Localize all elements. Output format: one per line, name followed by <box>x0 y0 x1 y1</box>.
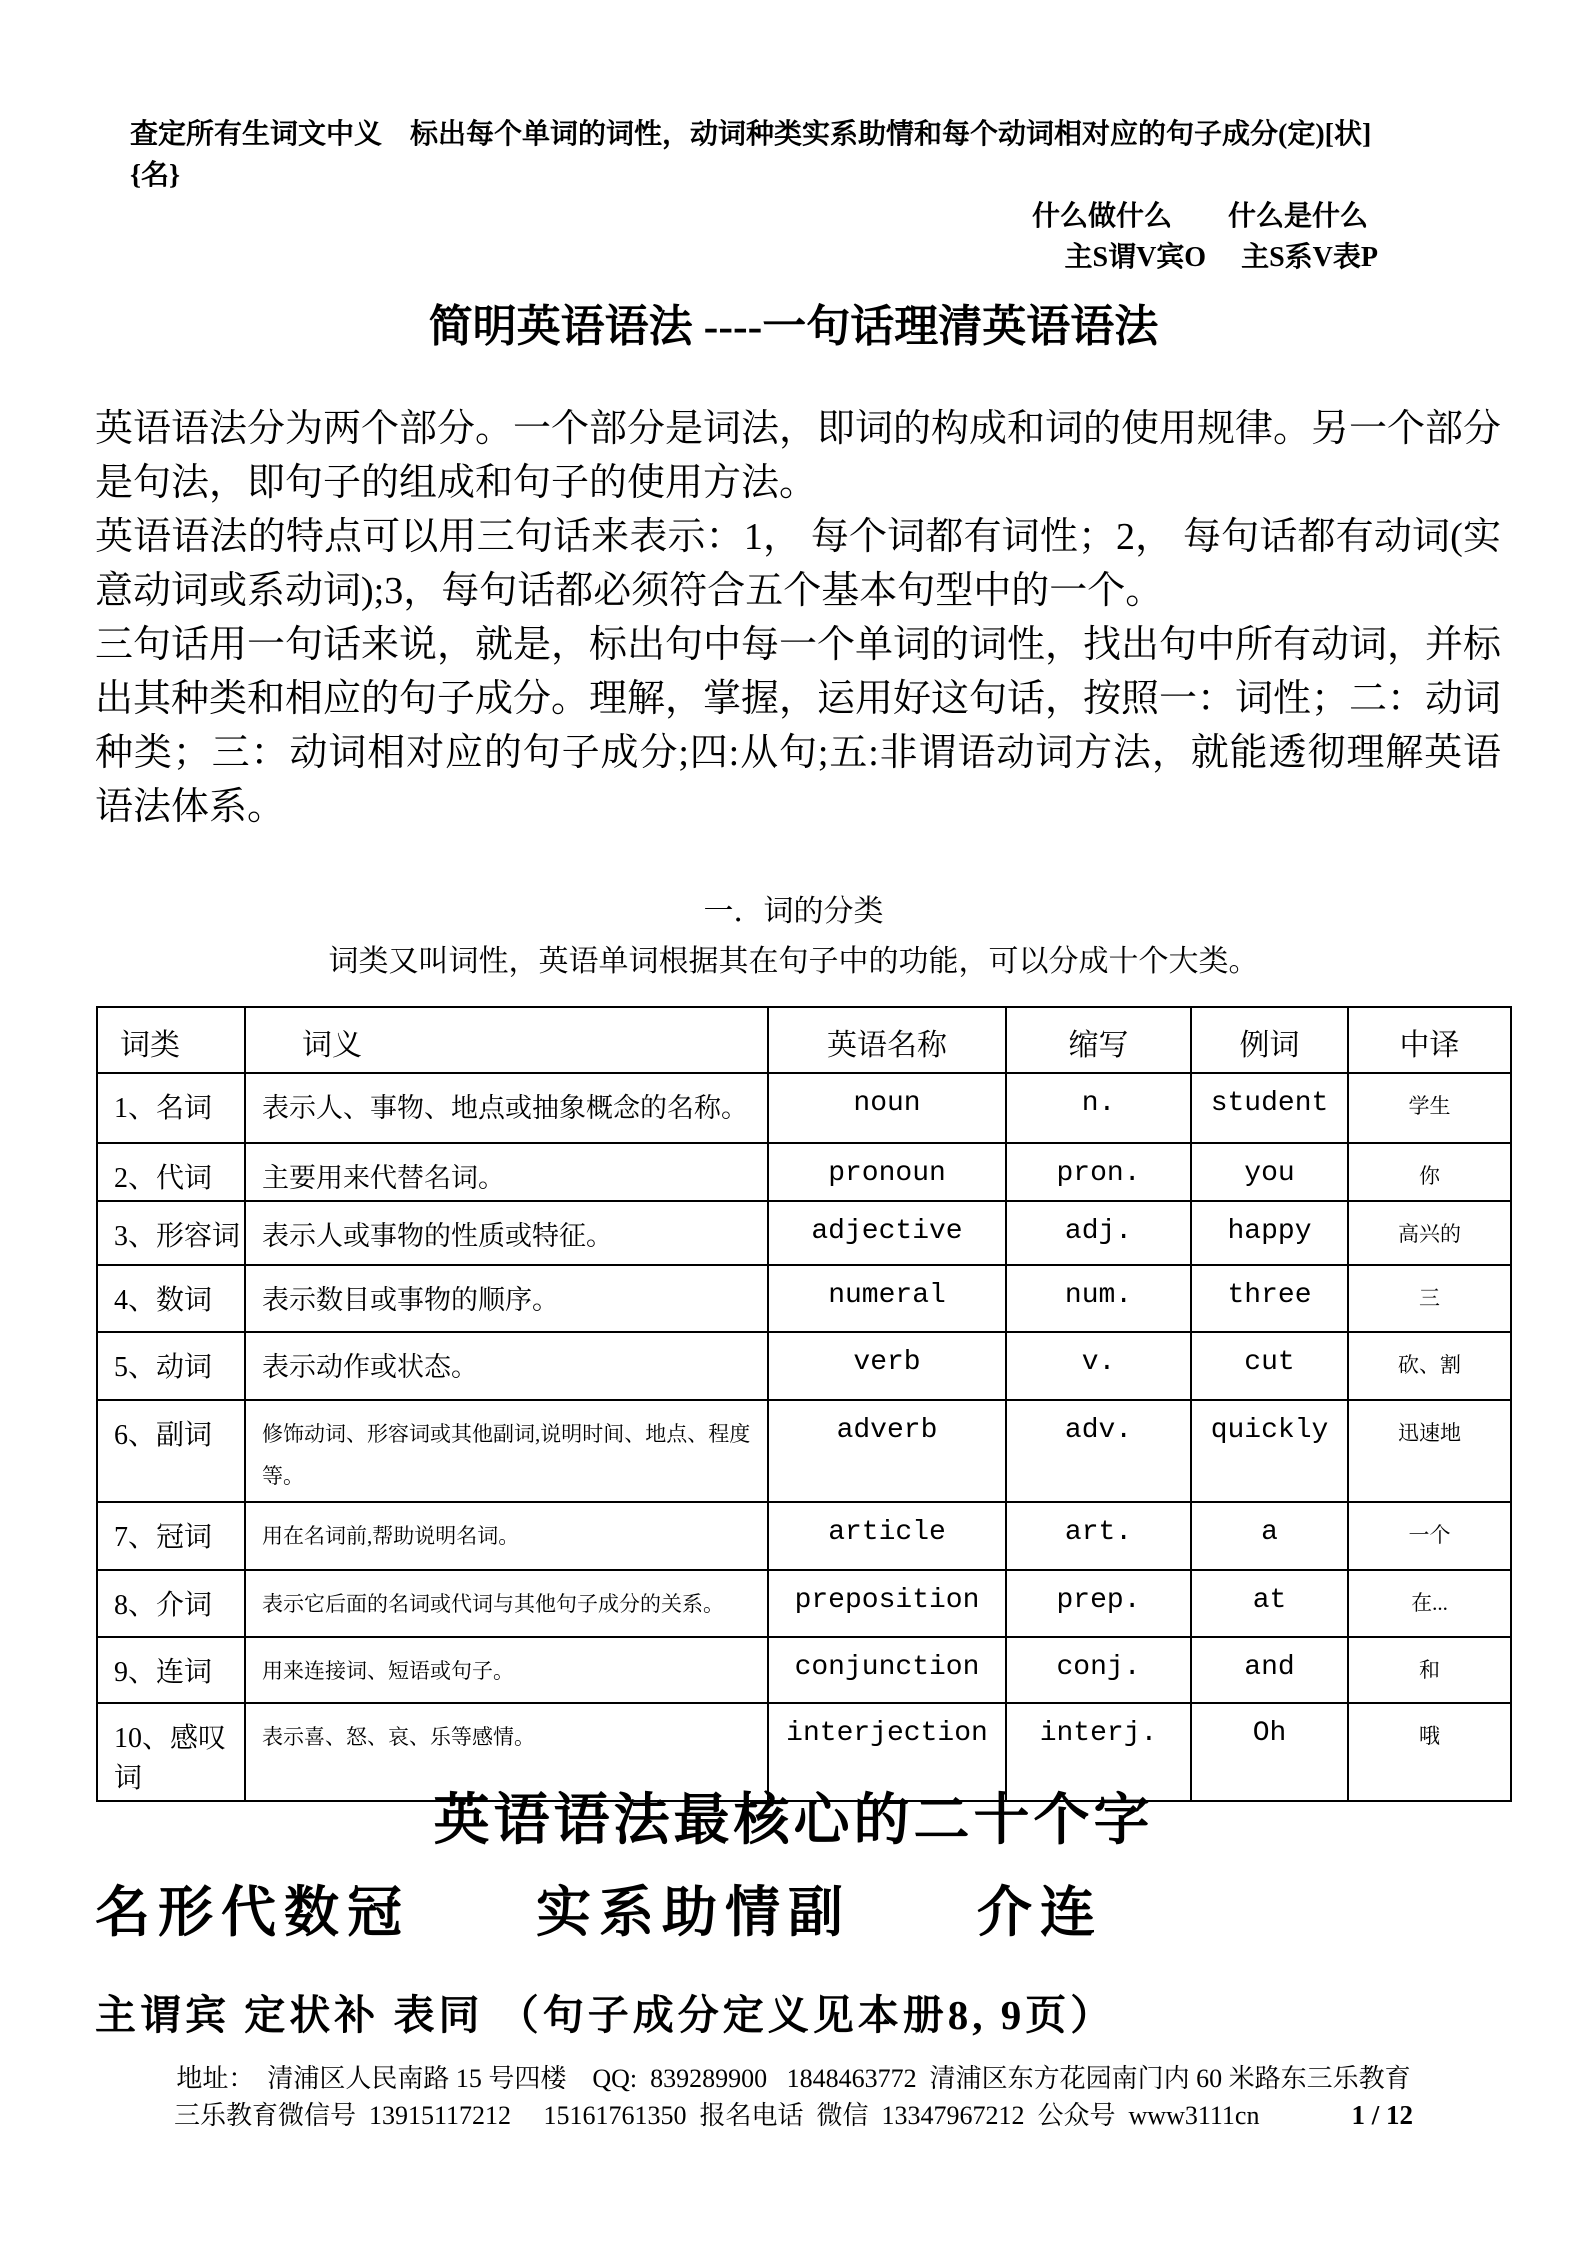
cell-abbr: art. <box>1006 1502 1191 1570</box>
cell-meaning: 表示动作或状态。 <box>245 1332 768 1400</box>
col-header-word-class: 词类 <box>97 1007 245 1073</box>
cell-class: 3、形容词 <box>97 1201 245 1265</box>
paragraph-1: 英语语法分为两个部分。一个部分是词法，即词的构成和词的使用规律。另一个部分是句法，即句子的组成和句子的使用方法。 <box>95 408 1502 504</box>
cell-translation: 迅速地 <box>1348 1400 1511 1502</box>
section-heading: 一．词的分类 <box>703 895 884 928</box>
cell-english: article <box>768 1502 1006 1570</box>
cell-translation: 高兴的 <box>1348 1201 1511 1265</box>
table-row <box>97 1073 1511 1143</box>
table-row <box>97 1400 1511 1502</box>
cell-class: 5、动词 <box>97 1332 245 1400</box>
cell-example: quickly <box>1191 1400 1348 1502</box>
cell-translation: 砍、割 <box>1348 1332 1511 1400</box>
cell-class: 6、副词 <box>97 1400 245 1502</box>
cell-english: preposition <box>768 1570 1006 1637</box>
table-row <box>97 1265 1511 1332</box>
table-row <box>97 1143 1511 1201</box>
col-header-english-name: 英语名称 <box>768 1007 1006 1073</box>
cell-translation: 在... <box>1348 1570 1511 1637</box>
table-row <box>97 1637 1511 1703</box>
cell-abbr: pron. <box>1006 1143 1191 1201</box>
cell-meaning: 修饰动词、形容词或其他副词,说明时间、地点、程度等。 <box>245 1400 768 1502</box>
cell-meaning: 表示它后面的名词或代词与其他句子成分的关系。 <box>245 1570 768 1637</box>
cell-meaning: 表示喜、怒、哀、乐等感情。 <box>245 1703 768 1801</box>
cell-example: cut <box>1191 1332 1348 1400</box>
cell-example: happy <box>1191 1201 1348 1265</box>
annotation-line-3: 主S谓V宾O 主S系V表P <box>1064 242 1378 273</box>
col-header-example: 例词 <box>1191 1007 1348 1073</box>
col-header-abbreviation: 缩写 <box>1006 1007 1191 1073</box>
cell-meaning: 用在名词前,帮助说明名词。 <box>245 1502 768 1570</box>
section-subheading: 词类又叫词性，英语单词根据其在句子中的功能，可以分成十个大类。 <box>328 945 1259 978</box>
cell-translation: 你 <box>1348 1143 1511 1201</box>
cell-meaning: 表示数目或事物的顺序。 <box>245 1265 768 1332</box>
page-title: 简明英语语法 ----一句话理清英语语法 <box>428 302 1159 351</box>
cell-example: three <box>1191 1265 1348 1332</box>
cell-translation: 学生 <box>1348 1073 1511 1143</box>
cell-meaning: 表示人、事物、地点或抽象概念的名称。 <box>245 1073 768 1143</box>
cell-abbr: prep. <box>1006 1570 1191 1637</box>
cell-class: 1、名词 <box>97 1073 245 1143</box>
col-header-meaning: 词义 <box>245 1007 768 1073</box>
cell-english: adverb <box>768 1400 1006 1502</box>
cell-class: 10、感叹词 <box>97 1703 245 1801</box>
annotation-line-2: 什么做什么 什么是什么 <box>1031 201 1368 232</box>
cell-class: 2、代词 <box>97 1143 245 1201</box>
cell-english: verb <box>768 1332 1006 1400</box>
cell-example: a <box>1191 1502 1348 1570</box>
cell-example: Oh <box>1191 1703 1348 1801</box>
cell-translation: 哦 <box>1348 1703 1511 1801</box>
cell-english: pronoun <box>768 1143 1006 1201</box>
cell-class: 9、连词 <box>97 1637 245 1703</box>
footer-address-line: 地址： 清浦区人民南路 15 号四楼 QQ: 839289900 1848463772 清浦区东方花园南门内 60 米路东三乐教育 <box>176 2064 1411 2093</box>
paragraph-3: 三句话用一句话来说，就是，标出句中每一个单词的词性，找出句中所有动词，并标出其种类和相应的句子成分。理解，掌握，运用好这句话，按照一：词性；二：动词种类；三：动词相对应的句子成分;四:从句;五:非谓语动词方法，就能透彻理解英语语法体系。 <box>95 624 1502 828</box>
table-row <box>97 1201 1511 1265</box>
cell-abbr: num. <box>1006 1265 1191 1332</box>
cell-class: 8、介词 <box>97 1570 245 1637</box>
cell-translation: 和 <box>1348 1637 1511 1703</box>
cell-meaning: 用来连接词、短语或句子。 <box>245 1637 768 1703</box>
core-word-classes-line: 名形代数冠 实系助情副 介连 <box>95 1882 1104 1943</box>
cell-abbr: conj. <box>1006 1637 1191 1703</box>
cell-example: and <box>1191 1637 1348 1703</box>
cell-english: interjection <box>768 1703 1006 1801</box>
cell-abbr: n. <box>1006 1073 1191 1143</box>
cell-example: you <box>1191 1143 1348 1201</box>
cell-class: 4、数词 <box>97 1265 245 1332</box>
cell-abbr: v. <box>1006 1332 1191 1400</box>
cell-abbr: interj. <box>1006 1703 1191 1801</box>
cell-abbr: adv. <box>1006 1400 1191 1502</box>
cell-english: noun <box>768 1073 1006 1143</box>
paragraph-2: 英语语法的特点可以用三句话来表示：1， 每个词都有词性；2， 每句话都有动词(实意动词或系动词);3，每句话都必须符合五个基本句型中的一个。 <box>95 516 1501 612</box>
table-header-row <box>97 1007 1511 1073</box>
footer-contact-text: 三乐教育微信号 13915117212 15161761350 报名电话 微信 13347967212 公众号 www3111cn <box>174 2101 1260 2130</box>
handwritten-annotation-block <box>130 114 1382 278</box>
cell-english: conjunction <box>768 1637 1006 1703</box>
col-header-translation: 中译 <box>1348 1007 1511 1073</box>
table-row <box>97 1332 1511 1400</box>
cell-meaning: 表示人或事物的性质或特征。 <box>245 1201 768 1265</box>
cell-english: numeral <box>768 1265 1006 1332</box>
parts-of-speech-table <box>96 1006 1512 1802</box>
cell-class: 7、冠词 <box>97 1502 245 1570</box>
table-row <box>97 1502 1511 1570</box>
page-footer <box>0 2060 1587 2134</box>
cell-meaning: 主要用来代替名词。 <box>245 1143 768 1201</box>
cell-abbr: adj. <box>1006 1201 1191 1265</box>
cell-translation: 三 <box>1348 1265 1511 1332</box>
page-number: 1 / 12 <box>1351 2100 1413 2130</box>
core-twenty-words-heading: 英语语法最核心的二十个字 <box>433 1790 1154 1852</box>
footer-contact-line <box>0 2097 1587 2134</box>
annotation-line-1: 查定所有生词文中义 标出每个单词的词性，动词种类实系助情和每个动词相对应的句子成分(定)[状]{名} <box>130 119 1372 191</box>
table-row <box>97 1570 1511 1637</box>
intro-text <box>95 402 1501 834</box>
cell-example: at <box>1191 1570 1348 1637</box>
cell-english: adjective <box>768 1201 1006 1265</box>
core-sentence-elements-line: 主谓宾 定状补 表同 （句子成分定义见本册8, 9页） <box>95 1992 1116 2038</box>
cell-translation: 一个 <box>1348 1502 1511 1570</box>
cell-example: student <box>1191 1073 1348 1143</box>
